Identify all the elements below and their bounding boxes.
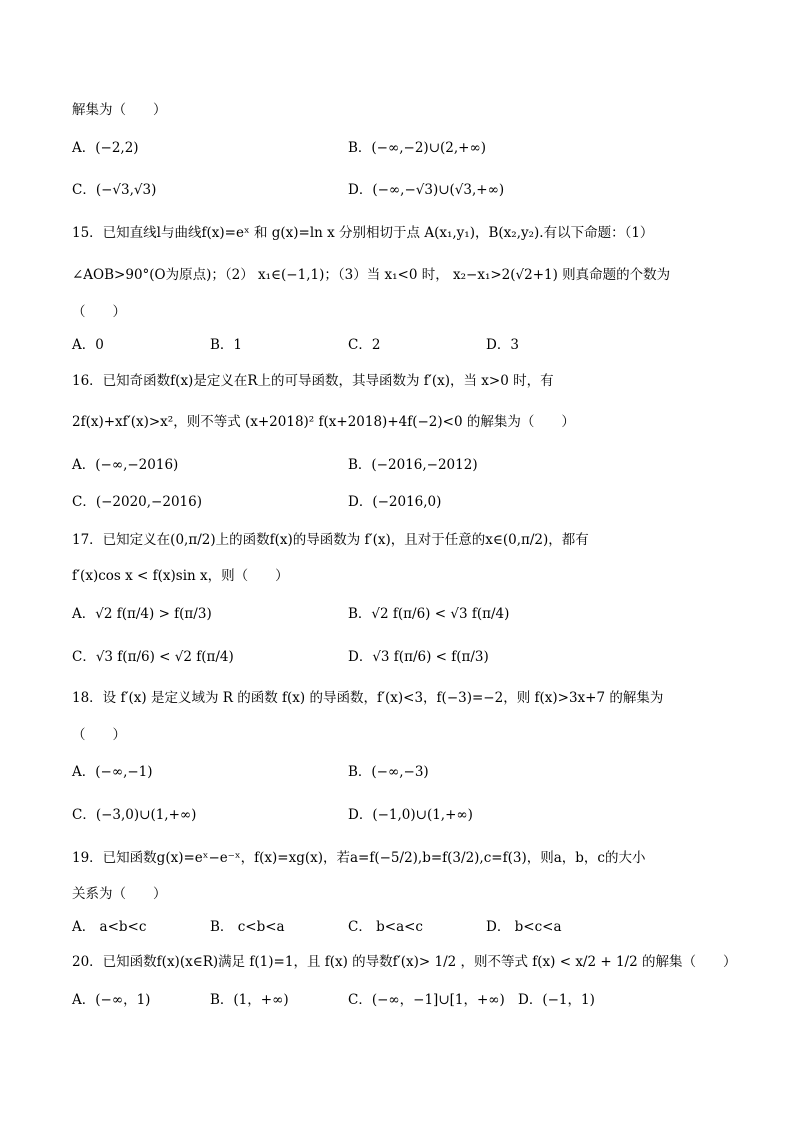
q15-line-2: ∠AOB>90°(O为原点)；（2） x₁∈(−1,1)；（3）当 x₁<0 时， x₂−x₁>2(√2+1) 则真命题的个数为 [72, 267, 671, 283]
q15-option-a: A．0 [72, 337, 104, 353]
q18-option-b: B．(−∞,−3) [348, 764, 429, 780]
q20-option-a: A．(−∞，1) [72, 992, 151, 1008]
carry-question-text: 解集为（ ） [72, 102, 167, 118]
q19-option-d: D． b<c<a [486, 919, 562, 935]
q16-line-1: 16．已知奇函数f(x)是定义在R上的可导函数，其导函数为 f′(x)，当 x>0 时，有 [72, 373, 554, 389]
carry-option-b: B．(−∞,−2)∪(2,+∞) [348, 140, 486, 156]
q17-line-2: f′(x)cos x < f(x)sin x，则（ ） [72, 568, 289, 584]
q18-line-1: 18．设 f′(x) 是定义域为 R 的函数 f(x) 的导函数，f′(x)<3，f(−3)=−2，则 f(x)>3x+7 的解集为 [72, 690, 664, 706]
q18-option-a: A．(−∞,−1) [72, 764, 153, 780]
q15-line-1: 15．已知直线l与曲线f(x)=eˣ 和 g(x)=ln x 分别相切于点 A(x₁,y₁)，B(x₂,y₂).有以下命题：（1） [72, 225, 654, 241]
q16-option-a: A．(−∞,−2016) [72, 457, 179, 473]
q16-option-c: C．(−2020,−2016) [72, 494, 202, 510]
q15-option-d: D．3 [486, 337, 519, 353]
q16-option-b: B．(−2016,−2012) [348, 457, 478, 473]
q20-line-1: 20．已知函数f(x)(x∈R)满足 f(1)=1，且 f(x) 的导数f′(x)> 1/2 ，则不等式 f(x) < x/2 + 1/2 的解集（ ） [72, 954, 737, 970]
carry-option-c: C．(−√3,√3) [72, 182, 157, 198]
q19-line-1: 19．已知函数g(x)=eˣ−e⁻ˣ，f(x)=xg(x)，若a=f(−5/2),b=f(3/2),c=f(3)，则a，b，c的大小 [72, 850, 646, 866]
q19-line-2: 关系为（ ） [72, 886, 167, 902]
q19-option-c: C． b<a<c [348, 919, 423, 935]
q15-option-c: C．2 [348, 337, 381, 353]
q19-option-b: B． c<b<a [210, 919, 285, 935]
q17-line-1: 17．已知定义在(0,π/2)上的函数f(x)的导函数为 f′(x)，且对于任意的x∈(0,π/2)，都有 [72, 532, 589, 548]
q17-option-d: D．√3 f(π/6) < f(π/3) [348, 649, 489, 665]
q17-option-a: A．√2 f(π/4) > f(π/3) [72, 606, 212, 622]
q19-option-a: A． a<b<c [72, 919, 147, 935]
q17-option-c: C．√3 f(π/6) < √2 f(π/4) [72, 649, 234, 665]
q20-option-c: C．(−∞，−1]∪[1，+∞) [348, 992, 505, 1008]
q15-line-3: （ ） [72, 304, 126, 320]
q18-option-d: D．(−1,0)∪(1,+∞) [348, 807, 473, 823]
q15-option-b: B．1 [210, 337, 243, 353]
q20-option-d: D．(−1，1) [518, 992, 595, 1008]
q16-option-d: D．(−2016,0) [348, 494, 442, 510]
q16-line-2: 2f(x)+xf′(x)>x²，则不等式 (x+2018)² f(x+2018)+4f(−2)<0 的解集为（ ） [72, 414, 575, 430]
q18-option-c: C．(−3,0)∪(1,+∞) [72, 807, 197, 823]
q20-option-b: B．(1，+∞) [210, 992, 289, 1008]
carry-option-a: A．(−2,2) [72, 140, 139, 156]
q18-line-2: （ ） [72, 727, 126, 743]
carry-option-d: D．(−∞,−√3)∪(√3,+∞) [348, 182, 505, 198]
q17-option-b: B．√2 f(π/6) < √3 f(π/4) [348, 606, 510, 622]
